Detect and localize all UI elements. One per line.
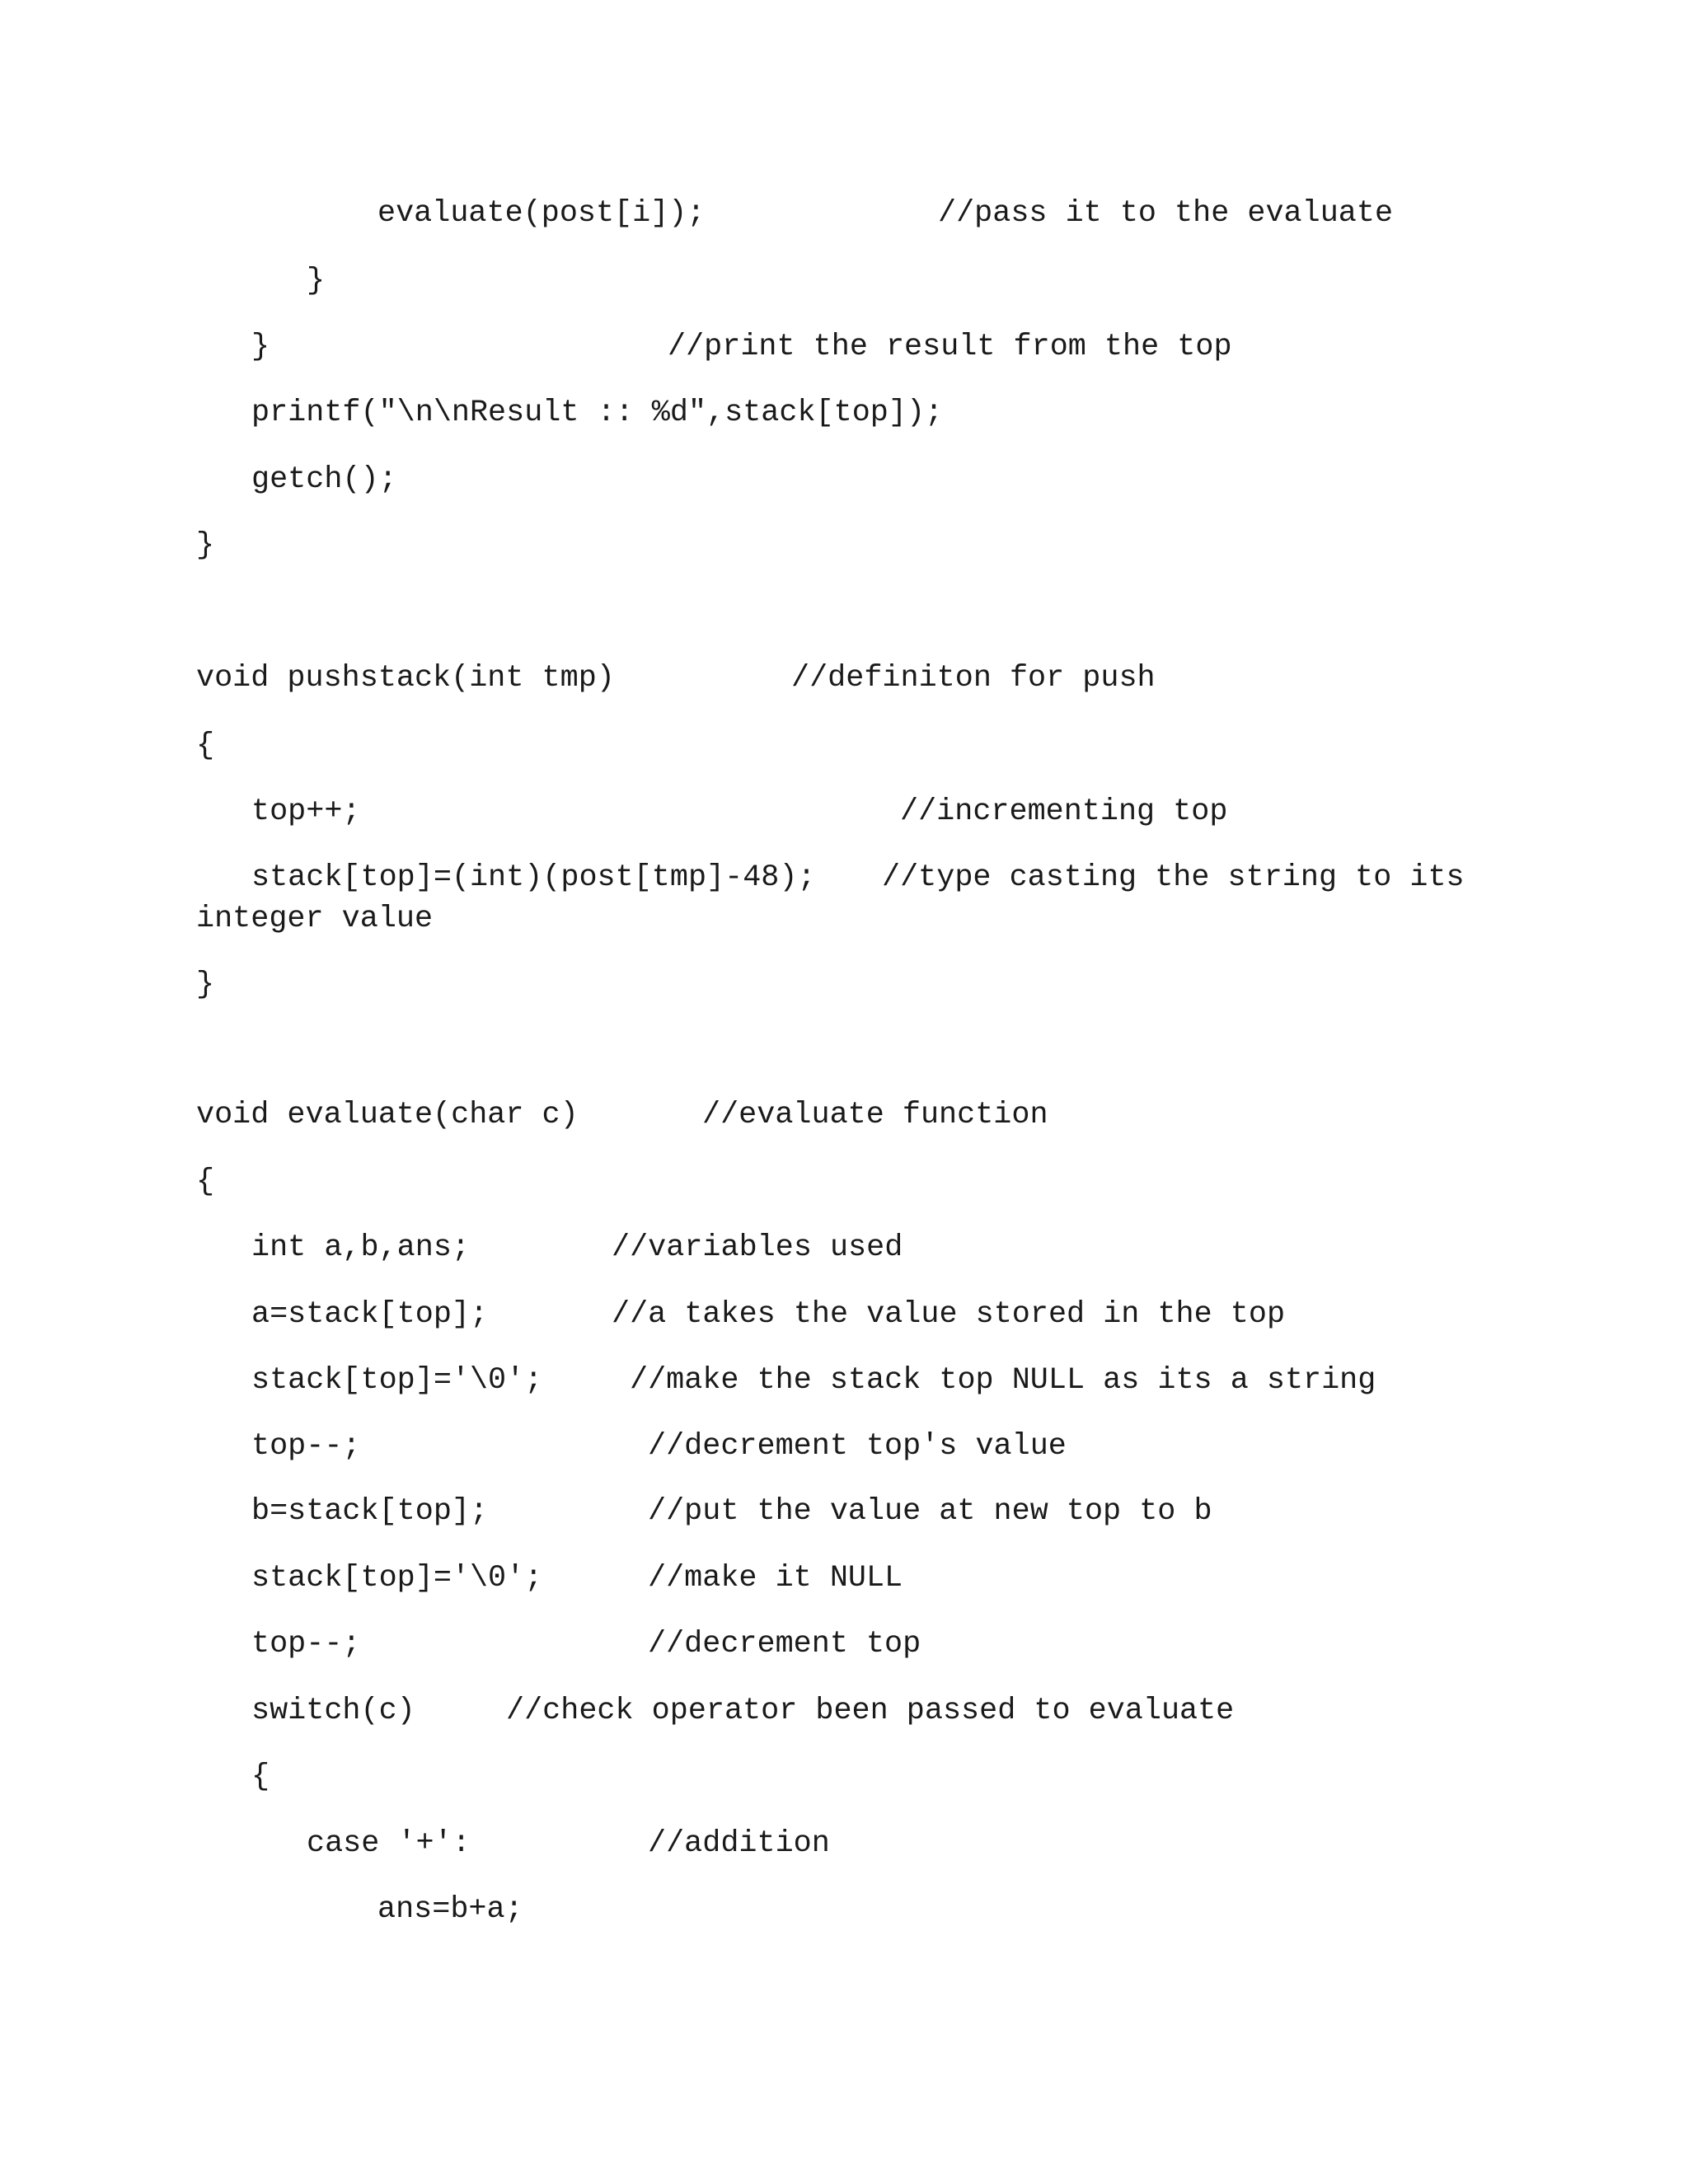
code-line-a-assign: a=stack[top]; bbox=[251, 1297, 489, 1332]
code-line-printf: printf("\n\nResult :: %d",stack[top]); bbox=[251, 396, 944, 430]
code-line-stack-null: stack[top]='\0'; bbox=[251, 1561, 543, 1596]
comment-evaluate-function: //evaluate function bbox=[702, 1098, 1048, 1132]
code-line-close-brace: } bbox=[196, 528, 215, 563]
code-line-open-brace: { bbox=[196, 1165, 215, 1199]
code-line-evaluate-def: void evaluate(char c) bbox=[196, 1098, 579, 1132]
code-line-open-brace: { bbox=[196, 729, 215, 763]
code-line-top-decrement: top--; bbox=[251, 1627, 361, 1661]
comment-continuation: integer value bbox=[196, 902, 434, 936]
comment-type-casting: //type casting the string to its bbox=[882, 860, 1465, 895]
code-line-close-brace: } bbox=[307, 264, 326, 298]
comment-print-result: //print the result from the top bbox=[668, 330, 1232, 364]
code-line-open-brace: { bbox=[251, 1760, 270, 1794]
code-line-close-brace: } bbox=[196, 968, 215, 1002]
comment-a-takes-value: //a takes the value stored in the top bbox=[612, 1297, 1286, 1332]
code-line-b-assign: b=stack[top]; bbox=[251, 1494, 489, 1529]
comment-decrement-top: //decrement top bbox=[648, 1627, 921, 1661]
comment-put-value-b: //put the value at new top to b bbox=[648, 1494, 1212, 1529]
code-line-ans-assign: ans=b+a; bbox=[377, 1892, 523, 1927]
code-line-stack-null: stack[top]='\0'; bbox=[251, 1363, 543, 1398]
comment-make-null: //make it NULL bbox=[648, 1561, 903, 1596]
comment-incrementing-top: //incrementing top bbox=[900, 794, 1228, 829]
comment-pass-to-evaluate: //pass it to the evaluate bbox=[938, 196, 1394, 231]
code-line-switch: switch(c) bbox=[251, 1694, 415, 1728]
comment-decrement-tops-value: //decrement top's value bbox=[648, 1429, 1067, 1464]
comment-make-null-string: //make the stack top NULL as its a string bbox=[630, 1363, 1376, 1398]
code-line-int-decl: int a,b,ans; bbox=[251, 1230, 470, 1265]
code-line-top-increment: top++; bbox=[251, 794, 361, 829]
comment-definition-push: //definiton for push bbox=[791, 661, 1156, 696]
code-line-pushstack-def: void pushstack(int tmp) bbox=[196, 661, 615, 696]
code-line-evaluate-call: evaluate(post[i]); bbox=[377, 196, 706, 231]
code-line-type-cast: stack[top]=(int)(post[tmp]-48); bbox=[251, 860, 816, 895]
comment-variables-used: //variables used bbox=[612, 1230, 903, 1265]
code-line-getch: getch(); bbox=[251, 462, 397, 497]
comment-check-operator: //check operator been passed to evaluate bbox=[506, 1694, 1235, 1728]
code-line-close-brace: } bbox=[251, 330, 270, 364]
comment-addition: //addition bbox=[648, 1826, 830, 1861]
code-line-top-decrement: top--; bbox=[251, 1429, 361, 1464]
code-line-case-plus: case '+': bbox=[307, 1826, 471, 1861]
